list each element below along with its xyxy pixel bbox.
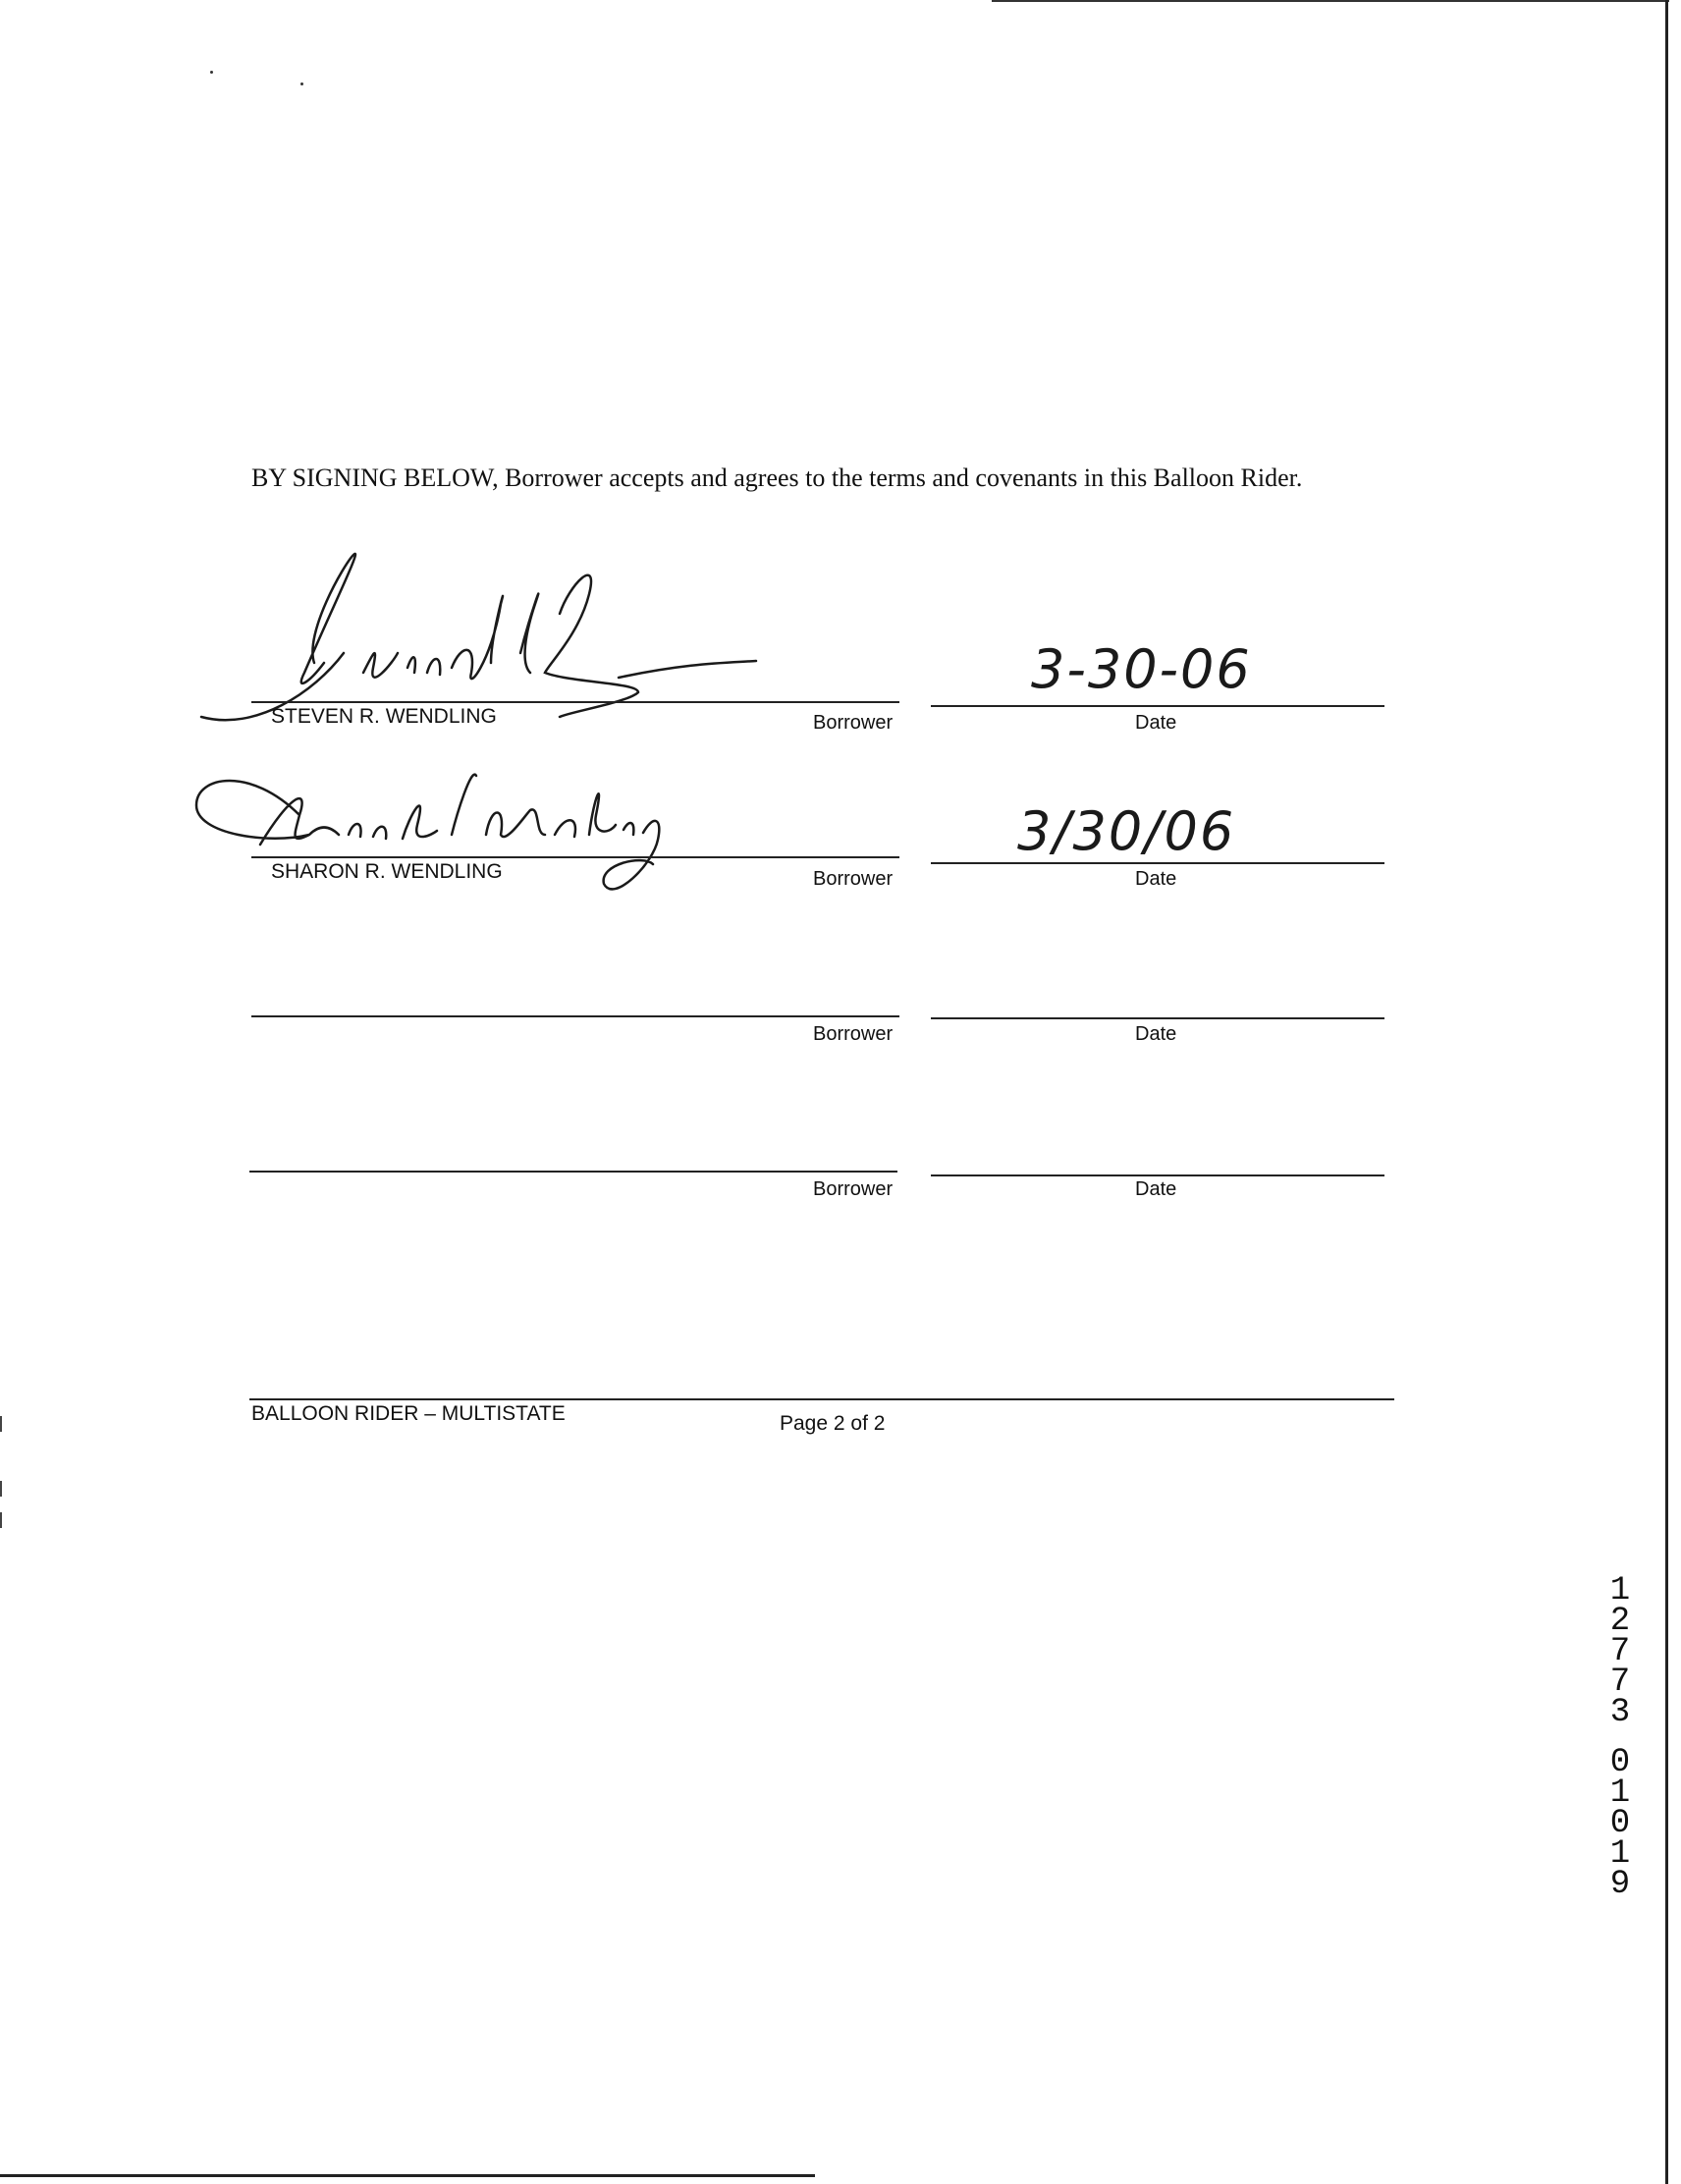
stamp-digit: 1 — [1609, 1572, 1631, 1610]
form-name: BALLOON RIDER – MULTISTATE — [251, 1402, 566, 1425]
borrower-label: Borrower — [813, 1178, 894, 1200]
page-edge-right — [1665, 0, 1668, 2184]
borrower-label: Borrower — [813, 712, 894, 734]
stamp-digit: 0 — [1609, 1805, 1631, 1842]
signature-line — [251, 856, 899, 858]
footer-rule — [249, 1398, 1394, 1400]
signature-line — [251, 1015, 899, 1017]
scan-mark — [0, 1481, 2, 1497]
borrower-label: Borrower — [813, 1023, 894, 1045]
page-number: Page 2 of 2 — [780, 1412, 886, 1435]
date-label: Date — [1135, 868, 1177, 890]
stamp-digit: 9 — [1609, 1866, 1631, 1903]
page-edge-bottom — [0, 2174, 815, 2177]
scan-speck — [300, 82, 303, 85]
stamp-digit: 7 — [1609, 1633, 1631, 1670]
scan-mark — [0, 1512, 2, 1528]
stamp-digit: 1 — [1609, 1835, 1631, 1873]
date-label: Date — [1135, 1023, 1177, 1045]
signature-sharon-wendling — [191, 756, 741, 933]
date-line — [931, 705, 1384, 707]
date-label: Date — [1135, 712, 1177, 734]
stamp-digit: 1 — [1609, 1774, 1631, 1812]
date-line — [931, 1017, 1384, 1019]
scan-mark — [0, 1416, 2, 1432]
signature-line — [249, 1171, 897, 1173]
date-line — [931, 862, 1384, 864]
stamp-digit: 7 — [1609, 1664, 1631, 1701]
recording-stamp — [1600, 1572, 1640, 1903]
date-label: Date — [1135, 1178, 1177, 1200]
signature-line — [251, 701, 899, 703]
borrower-name: STEVEN R. WENDLING — [271, 705, 497, 728]
scan-speck — [210, 71, 213, 74]
borrower-name: SHARON R. WENDLING — [271, 860, 503, 883]
stamp-digit: 2 — [1609, 1603, 1631, 1640]
date-line — [931, 1174, 1384, 1176]
handwritten-date: 3-30-06 — [1031, 638, 1252, 700]
stamp-digit: 0 — [1609, 1744, 1631, 1781]
borrower-label: Borrower — [813, 868, 894, 890]
page-edge-top — [992, 0, 1669, 2]
acceptance-statement: BY SIGNING BELOW, Borrower accepts and agrees to the terms and covenants in this Balloon Rider. — [251, 464, 1303, 492]
handwritten-date: 3/30/06 — [1017, 800, 1236, 862]
stamp-digit: 3 — [1609, 1694, 1631, 1731]
